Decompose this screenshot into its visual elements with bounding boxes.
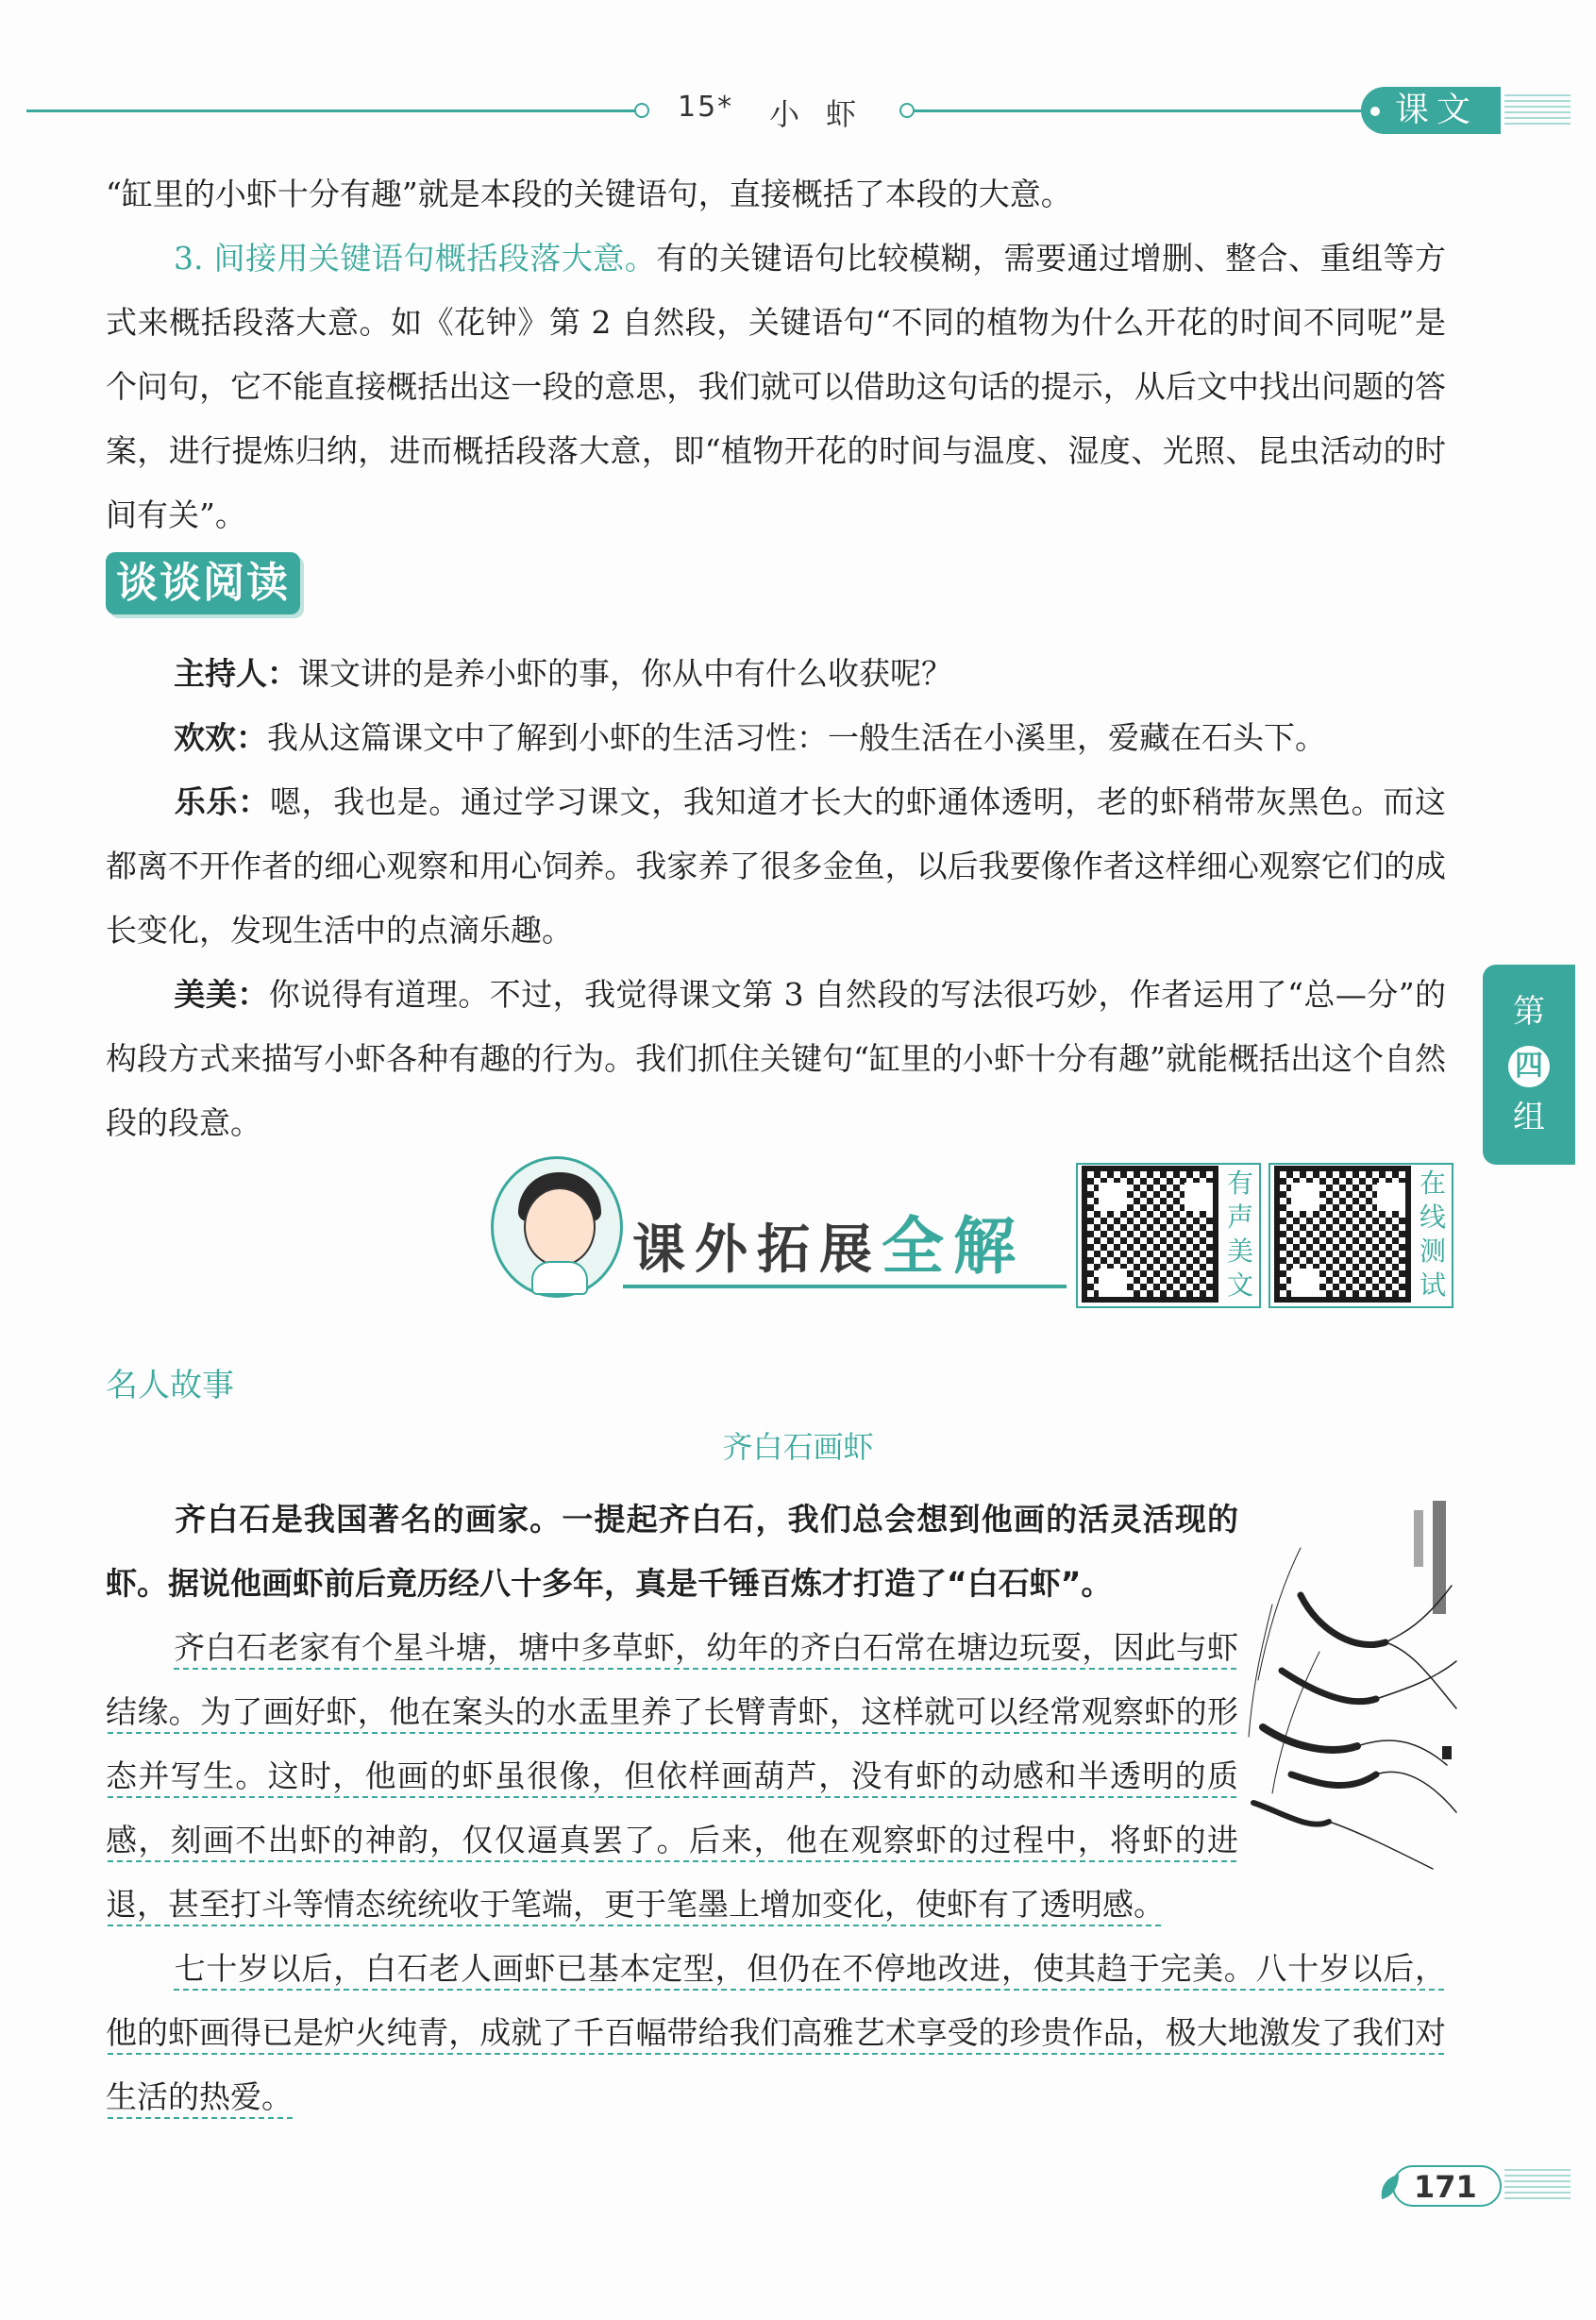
speaker-text: 嗯，我也是。通过学习课文，我知道才长大的虾通体透明，老的虾稍带灰黑色。而这都离不开作者的细心观察和用心饲养。我家养了很多金鱼，以后我要像作者这样细心观察它们的成长变化，发现生活中的点滴乐趣。 [106,783,1447,949]
unit-side-tab [1483,965,1575,1165]
speaker-name: 主持人： [174,655,298,692]
method-3-label: 3. 间接用关键语句概括段落大意。 [174,240,657,277]
method-3-text: 有的关键语句比较模糊，需要通过增删、整合、重组等方式来概括段落大意。如《花钟》第 2 自然段，关键语句“不同的植物为什么开花的时间不同呢”是个问句，它不能直接概括出这一段的意思，我们就可以借助这句话的提示，从后文中找出问题的答案，进行提炼归纳，进而概括段落大意，即“植物开花的时间与温度、湿度、光照、昆虫活动的时间有关”。 [106,240,1446,533]
discussion-line-lele [106,770,1446,963]
speaker-text: 课文讲的是养小虾的事，你从中有什么收获呢？ [298,655,952,692]
method-3-paragraph [106,227,1446,547]
banner-title [632,1196,1025,1286]
discussion-line-host [106,642,1446,706]
qr-test-label: 在 线 测 试 [1419,1168,1446,1301]
story-title: 齐白石画虾 [722,1429,874,1465]
header-lesson-number: 15* [678,91,734,124]
discussion-line-meimei [106,963,1446,1155]
footer-stripes [1504,2169,1571,2203]
header-tag: 课文 [1361,87,1501,134]
qr-code-test-icon[interactable] [1274,1166,1411,1303]
speaker-text: 我从这篇课文中了解到小虾的生活习性：一般生活在小溪里，爱藏在石头下。 [267,719,1326,756]
speaker-name: 美美： [174,976,269,1013]
banner-title-highlight: 全解 [882,1210,1025,1283]
speaker-name: 欢欢： [174,719,267,756]
shrimp-painting-image [1244,1491,1461,1897]
intro-line: “缸里的小虾十分有趣”就是本段的关键语句，直接概括了本段的大意。 [106,176,1072,212]
header-stripes [1504,94,1571,128]
qr-code-audio-icon[interactable] [1082,1166,1218,1303]
qr-audio-label: 有 声 美 文 [1226,1168,1253,1301]
banner-title-text: 课外拓展 [632,1219,882,1281]
girl-avatar-icon [491,1156,623,1298]
page-number: 171 [1414,2169,1477,2205]
side-tab-top: 第 [1513,993,1545,1031]
extension-banner [491,1156,1076,1307]
story-paragraph-1: 齐白石老家有个星斗塘，塘中多草虾，幼年的齐白石常在塘边玩耍，因此与虾结缘。为了画好虾，他在案头的水盂里养了长臂青虾，这样就可以经常观察虾的形态并写生。这时，他画的虾虽很像，但依样画葫芦，没有虾的动感和半透明的质感，刻画不出虾的神韵，仅仅逼真罢了。后来，他在观察虾的过程中，将虾的进退，甚至打斗等情态统统收于笔端，更于笔墨上增加变化，使虾有了透明感。 [106,1616,1238,1937]
header-rule-right [913,109,1366,112]
header-rule-left [26,109,640,112]
side-tab-number: 四 [1508,1046,1550,1087]
story-lead: 齐白石是我国著名的画家。一提起齐白石，我们总会想到他画的活灵活现的虾。据说他画虾前后竟历经八十多年，真是千锤百炼才打造了“白石虾”。 [106,1501,1238,1602]
discussion-line-huanhuan [106,706,1446,770]
banner-underline [623,1285,1067,1288]
section-badge-discuss-reading: 谈谈阅读 [106,552,300,614]
header-rule-dot-left [634,103,649,118]
speaker-name: 乐乐： [174,783,270,820]
speaker-text: 你说得有道理。不过，我觉得课文第 3 自然段的写法很巧妙，作者运用了“总—分”的构段方式来描写小虾各种有趣的行为。我们抓住关键句“缸里的小虾十分有趣”就能概括出这个自然段的段意。 [106,976,1447,1141]
story-category: 名人故事 [106,1367,234,1404]
header-tag-dot [1370,107,1380,116]
header-lesson-title: 小虾 [769,96,883,132]
story-paragraph-2: 七十岁以后，白石老人画虾已基本定型，但仍在不停地改进，使其趋于完美。八十岁以后，他的虾画得已是炉火纯青，成就了千百幅带给我们高雅艺术享受的珍贵作品，极大地激发了我们对生活的热爱。 [106,1937,1446,2129]
side-tab-bottom: 组 [1513,1099,1545,1136]
